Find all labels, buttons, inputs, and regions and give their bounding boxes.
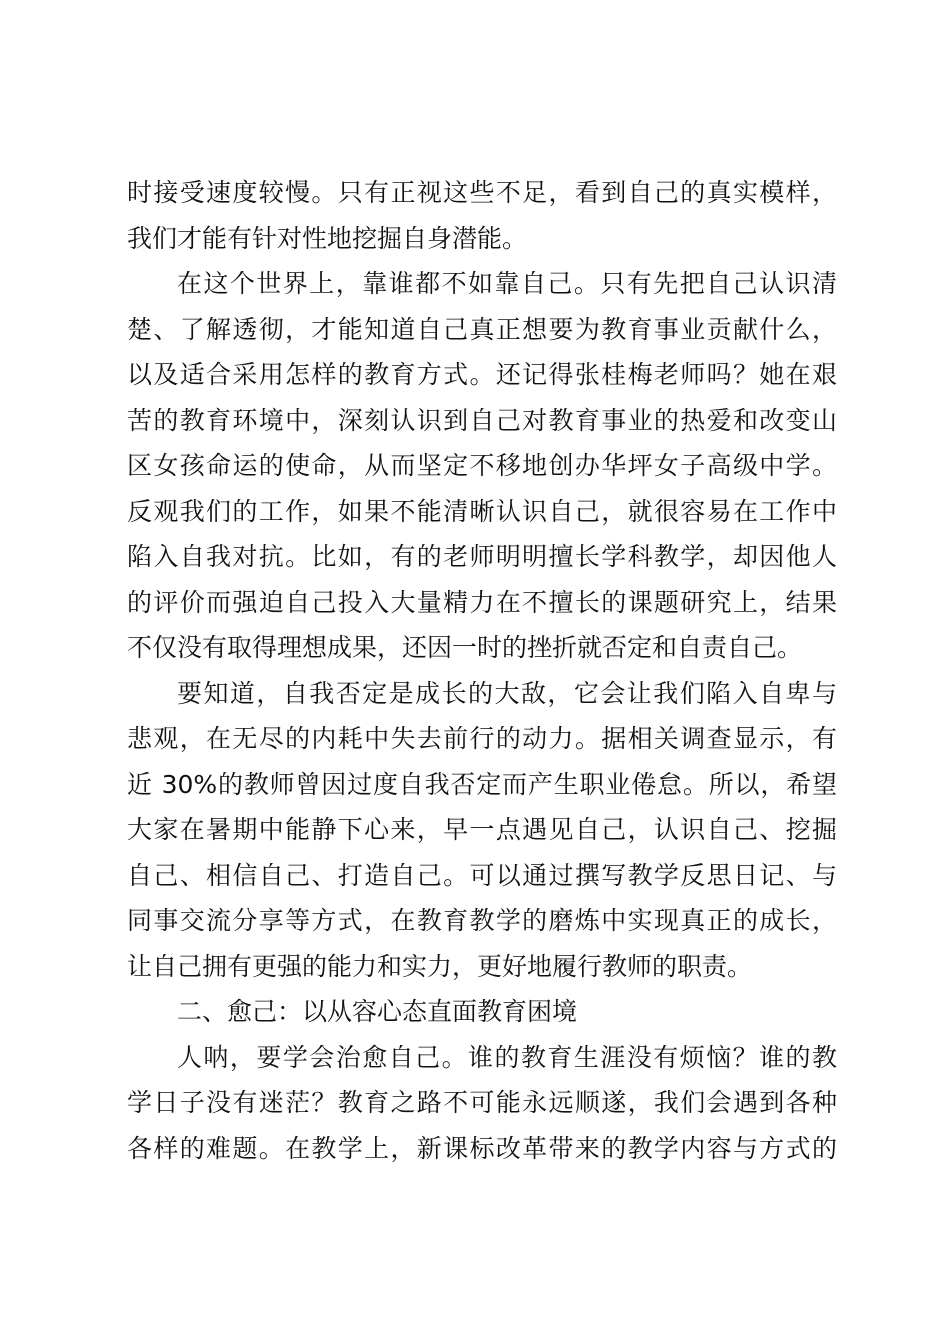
text-line: 陷入自我对抗。比如，有的老师明明擅长学科教学，却因他人: [127, 542, 837, 571]
text-line: 自己、相信自己、打造自己。可以通过撰写教学反思日记、与: [127, 860, 837, 890]
text-line: 不仅没有取得理想成果，还因一时的挫折就否定和自责自己。: [127, 633, 803, 662]
text-line: 要知道，自我否定是成长的大敌，它会让我们陷入自卑与: [177, 678, 837, 708]
text-line: 我们才能有针对性地挖掘自身潜能。: [127, 223, 528, 253]
text-line: 楚、了解透彻，才能知道自己真正想要为教育事业贡献什么，: [127, 314, 837, 344]
text-line: 时接受速度较慢。只有正视这些不足，看到自己的真实模样，: [127, 178, 837, 207]
text-line: 反观我们的工作，如果不能清晰认识自己，就很容易在工作中: [127, 496, 837, 526]
text-line: 区女孩命运的使命，从而坚定不移地创办华坪女子高级中学。: [127, 451, 837, 480]
text-line: 悲观，在无尽的内耗中失去前行的动力。据相关调查显示，有: [127, 724, 837, 753]
text-line: 同事交流分享等方式，在教育教学的磨炼中实现真正的成长，: [127, 906, 837, 935]
text-line: 各样的难题。在教学上，新课标改革带来的教学内容与方式的: [127, 1133, 837, 1163]
document-body: [127, 170, 837, 1171]
text-line: 苦的教育环境中，深刻认识到自己对教育事业的热爱和改变山: [127, 405, 837, 435]
text-line: 在这个世界上，靠谁都不如靠自己。只有先把自己认识清: [177, 269, 837, 298]
text-line: 近 30%的教师曾因过度自我否定而产生职业倦怠。所以，希望: [127, 769, 837, 799]
text-line: 以及适合采用怎样的教育方式。还记得张桂梅老师吗？她在艰: [127, 360, 837, 389]
text-line: 大家在暑期中能静下心来，早一点遇见自己，认识自己、挖掘: [127, 815, 837, 844]
text-line: 人呐，要学会治愈自己。谁的教育生涯没有烦恼？谁的教: [177, 1042, 837, 1072]
text-line: 学日子没有迷茫？教育之路不可能永远顺遂，我们会遇到各种: [127, 1088, 837, 1117]
text-line: 让自己拥有更强的能力和实力，更好地履行教师的职责。: [127, 951, 753, 981]
text-line: 的评价而强迫自己投入大量精力在不擅长的课题研究上，结果: [127, 587, 837, 617]
section-heading: 二、愈己：以从容心态直面教育困境: [177, 997, 578, 1026]
